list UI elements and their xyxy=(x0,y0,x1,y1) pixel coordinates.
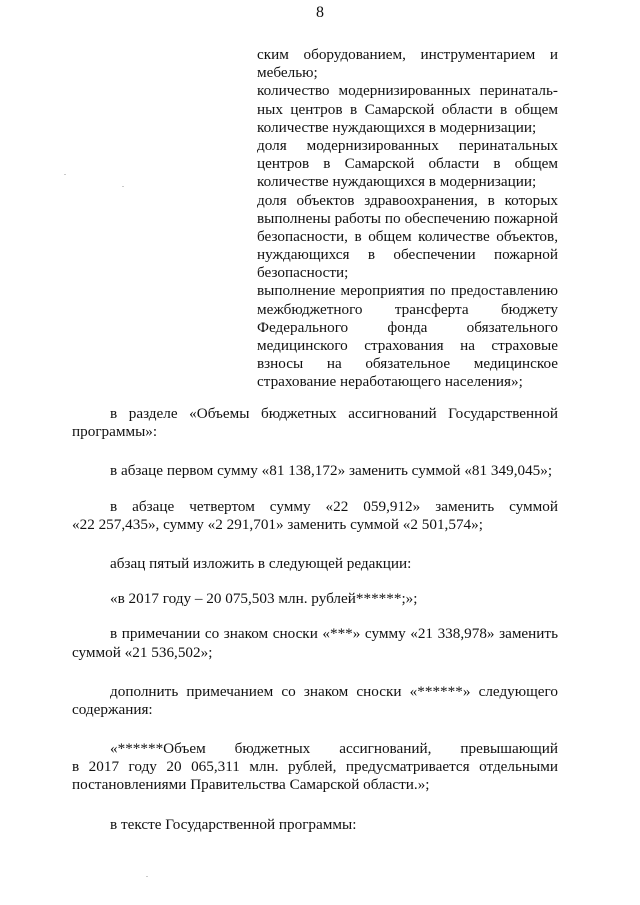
column-line: межбюджетного трансферта бюджету xyxy=(257,300,558,318)
paragraph-line: «******Объем бюджетных ассигнований, превышающий xyxy=(110,740,558,758)
paragraph-line: «22 257,435», сумму «2 291,701» заменить суммой «2 501,574»; xyxy=(72,515,483,533)
column-line: страхование неработающего населения»; xyxy=(257,373,523,391)
paragraph-line: в 2017 году 20 065,311 млн. рублей, предусматривается отдельными xyxy=(72,758,558,776)
column-line: доля объектов здравоохранения, в которых xyxy=(257,191,558,209)
column-line: ных центров в Самарской области в общем xyxy=(257,100,558,118)
column-line: мебелью; xyxy=(257,64,318,82)
column-line: ским оборудованием, инструментарием и xyxy=(257,46,558,63)
scan-speck xyxy=(146,876,148,877)
column-line: взносы на обязательное медицинское xyxy=(257,355,558,373)
paragraph-line: в разделе «Объемы бюджетных ассигнований Государственной xyxy=(110,405,558,422)
continued-indicators-column xyxy=(257,46,558,392)
amendment-paragraph xyxy=(72,462,558,480)
paragraph-line: содержания: xyxy=(72,700,153,718)
page-number: 8 xyxy=(316,4,324,21)
amendment-paragraph xyxy=(72,816,558,834)
amendment-paragraph xyxy=(72,683,558,719)
amendment-paragraph xyxy=(72,590,558,608)
column-line: медицинского страхования на страховые xyxy=(257,337,558,354)
column-line: выполнены работы по обеспечению пожарной xyxy=(257,209,558,227)
column-line: Федерального фонда обязательного xyxy=(257,318,558,336)
column-line: количестве нуждающихся в модернизации; xyxy=(257,118,537,136)
paragraph-line: в тексте Государственной программы: xyxy=(110,815,357,833)
amendment-paragraph xyxy=(72,498,558,534)
column-line: количество модернизированных перинаталь- xyxy=(257,82,558,100)
column-line: центров в Самарской области в общем xyxy=(257,155,558,173)
scan-speck xyxy=(122,186,124,187)
paragraph-line: в абзаце первом сумму «81 138,172» заменить суммой «81 349,045»; xyxy=(110,462,553,480)
paragraph-line: абзац пятый изложить в следующей редакции: xyxy=(110,554,412,572)
paragraph-line: постановлениями Правительства Самарской области.»; xyxy=(72,776,430,794)
column-line: доля модернизированных перинатальных xyxy=(257,136,558,154)
column-line: количестве нуждающихся в модернизации; xyxy=(257,173,537,191)
paragraph-line: в примечании со знаком сноски «***» сумму «21 338,978» заменить xyxy=(110,625,558,643)
amendment-paragraph xyxy=(72,405,558,441)
scan-speck xyxy=(64,174,66,175)
paragraph-line: «в 2017 году – 20 075,503 млн. рублей******;»; xyxy=(110,590,418,608)
paragraph-line: дополнить примечанием со знаком сноски «******» следующего xyxy=(110,682,558,700)
paragraph-line: суммой «21 536,502»; xyxy=(72,643,213,661)
amendment-text-body xyxy=(72,405,558,834)
amendment-paragraph xyxy=(72,555,558,573)
paragraph-line: программы»: xyxy=(72,423,158,441)
column-line: безопасности; xyxy=(257,264,349,282)
column-line: нуждающихся в обеспечении пожарной xyxy=(257,246,558,264)
column-line: выполнение мероприятия по предоставлению xyxy=(257,282,558,300)
column-line: безопасности, в общем количестве объектов, xyxy=(257,227,558,245)
amendment-paragraph xyxy=(72,625,558,661)
paragraph-line: в абзаце четвертом сумму «22 059,912» заменить суммой xyxy=(110,497,558,515)
amendment-paragraph xyxy=(72,740,558,795)
